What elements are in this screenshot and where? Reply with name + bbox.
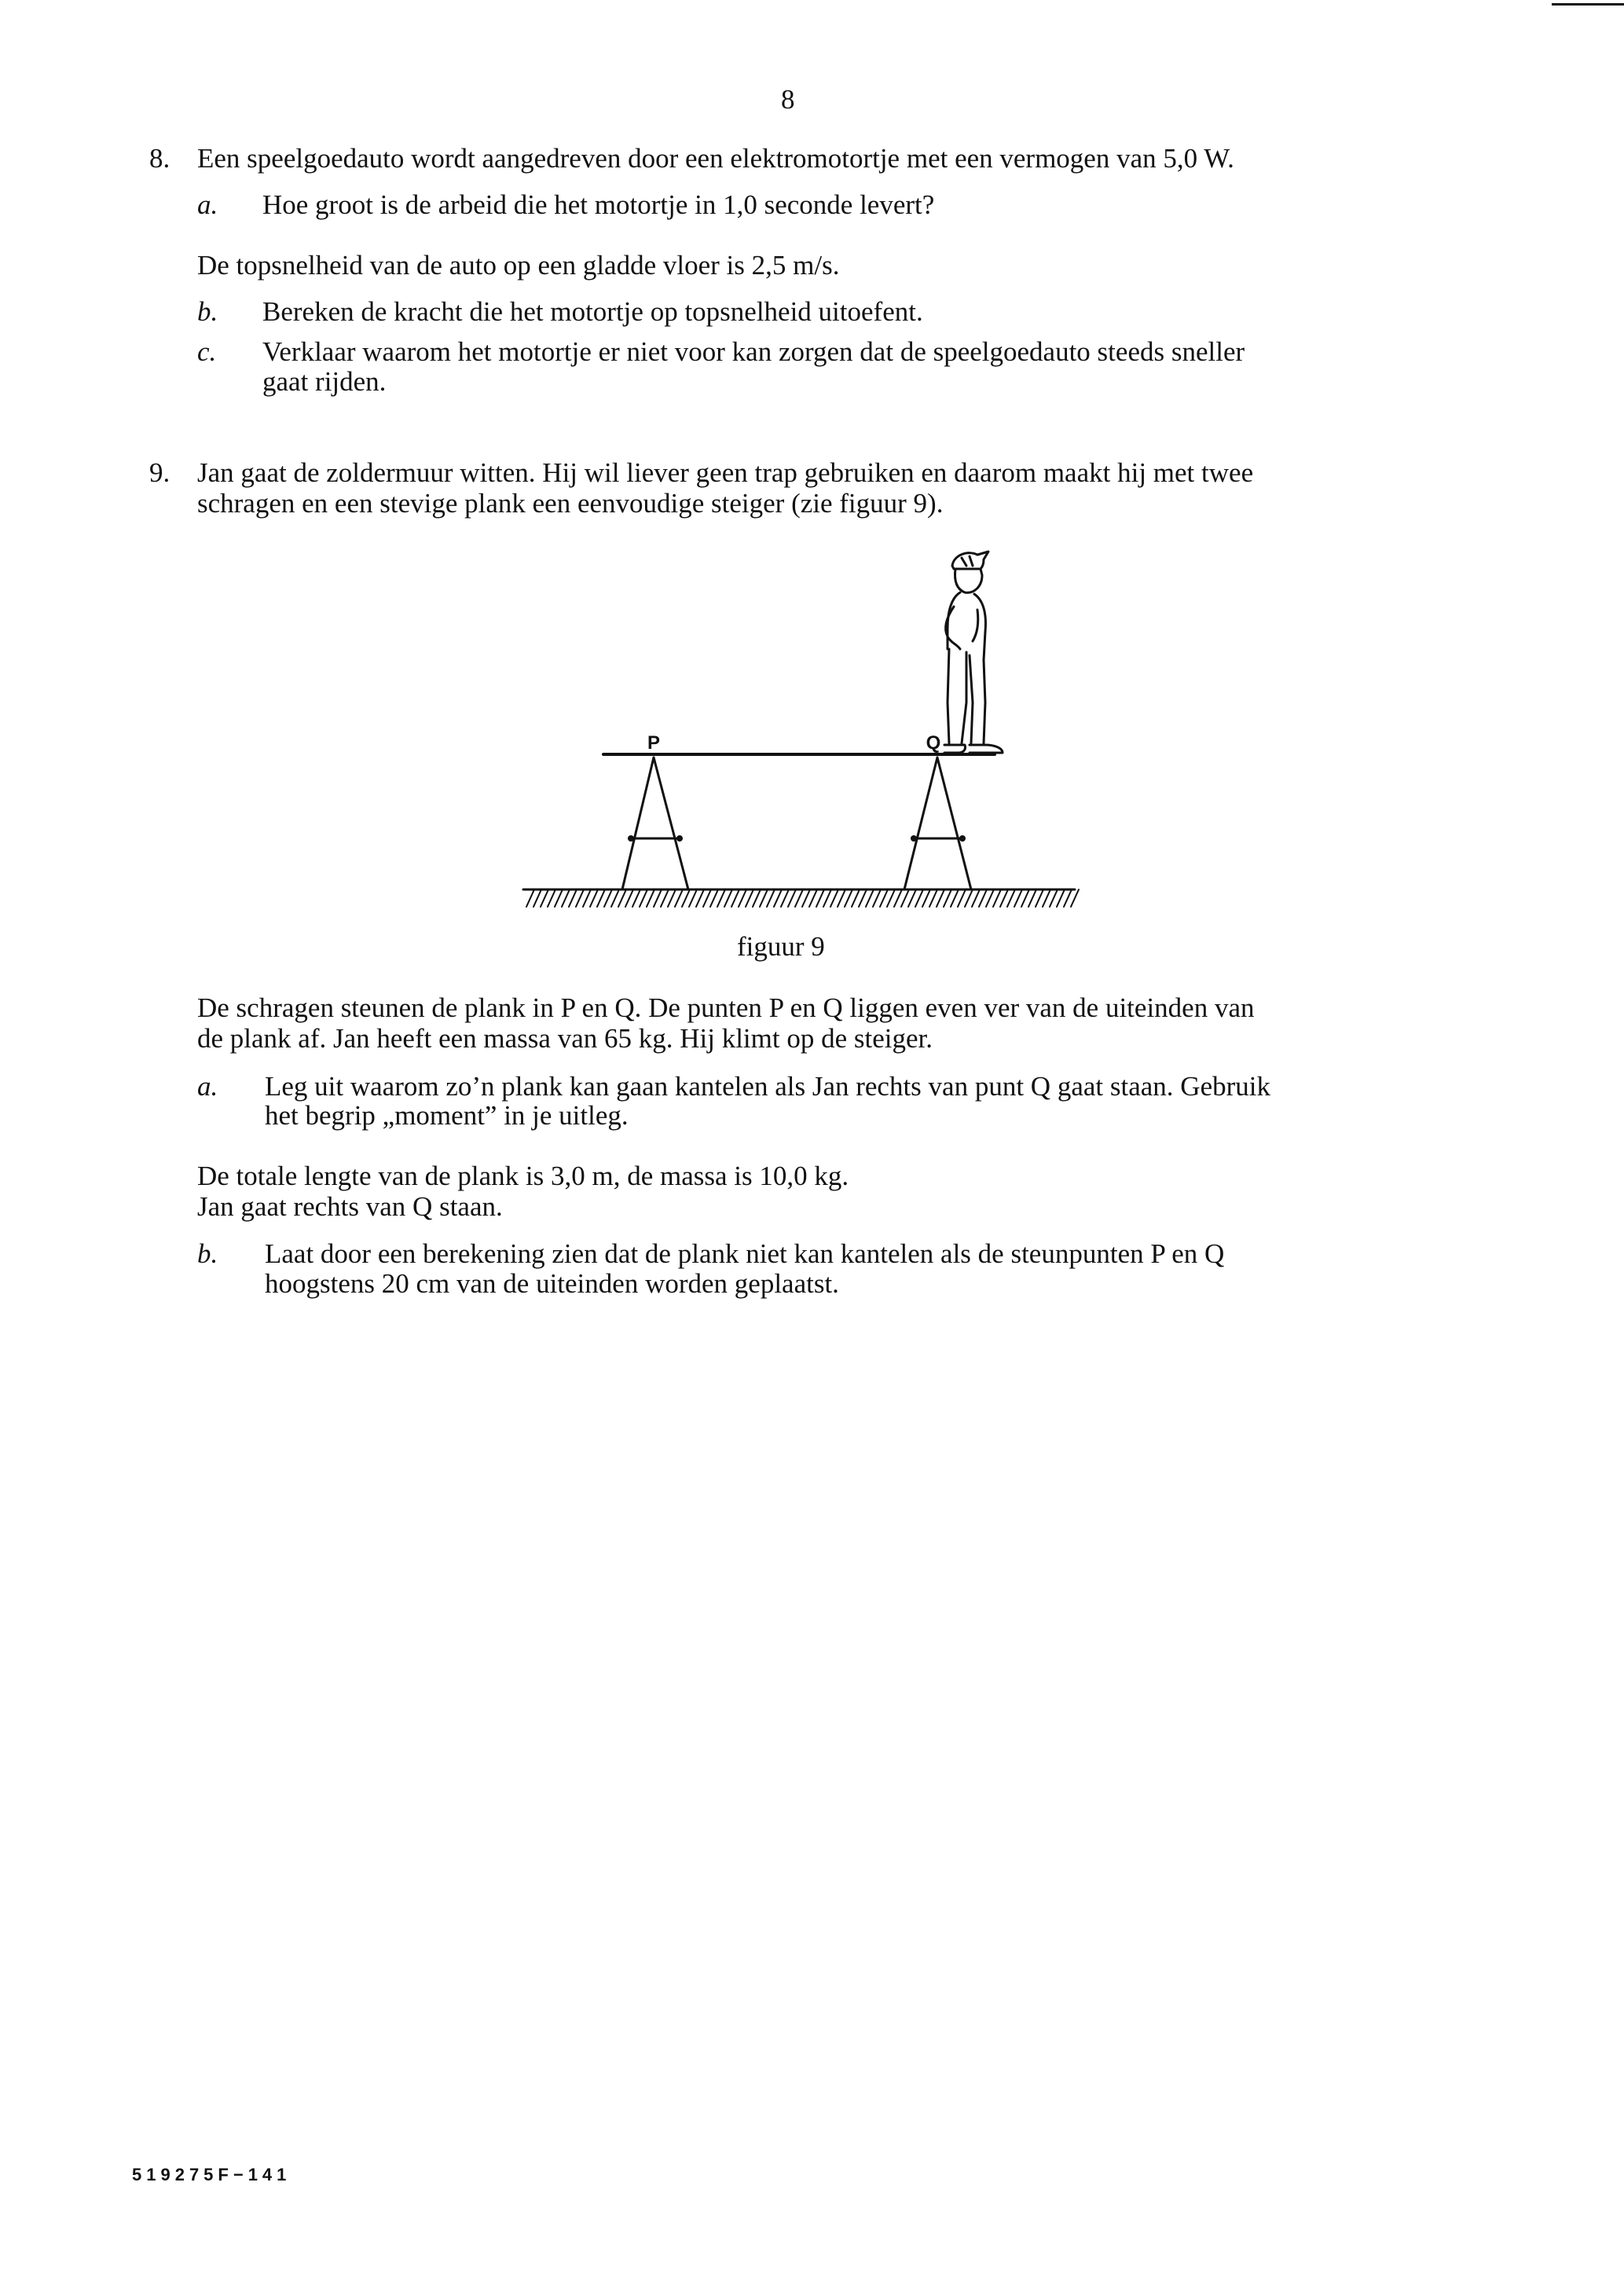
question-number: 8. <box>149 143 170 174</box>
page-number: 8 <box>781 84 795 115</box>
context2-line-1: De totale lengte van de plank is 3,0 m, de massa is 10,0 kg. <box>197 1161 849 1191</box>
part-letter: a. <box>197 189 218 220</box>
part-a-text-line-2: het begrip „moment” in je uitleg. <box>265 1100 629 1131</box>
label-p: P <box>647 732 661 754</box>
part-c-text-line-2: gaat rijden. <box>262 366 387 397</box>
trestle-q <box>904 757 971 889</box>
top-rule <box>1552 3 1624 6</box>
footer-code: 519275F−141 <box>132 2165 291 2184</box>
part-a-text-line-1: Leg uit waarom zo’n plank kan gaan kantelen als Jan rechts van punt Q gaat staan. Gebruik <box>265 1071 1270 1102</box>
part-a-text: Hoe groot is de arbeid die het motortje in 1,0 seconde levert? <box>262 189 935 220</box>
part-b-text-line-1: Laat door een berekening zien dat de plank niet kan kantelen als de steunpunten P en Q <box>265 1238 1225 1269</box>
context-text: De topsnelheid van de auto op een gladde vloer is 2,5 m/s. <box>197 250 840 281</box>
label-q: Q <box>926 732 941 754</box>
person-jan <box>944 552 1003 753</box>
context1-line-2: de plank af. Jan heeft een massa van 65 kg. Hij klimt op de steiger. <box>197 1023 933 1054</box>
trestle-p <box>622 757 688 889</box>
question-intro-line-1: Jan gaat de zoldermuur witten. Hij wil liever geen trap gebruiken en daarom maakt hij met twee <box>197 457 1254 488</box>
question-intro-line-2: schragen en een stevige plank een eenvoudige steiger (zie figuur 9). <box>197 488 944 519</box>
part-c-text-line-1: Verklaar waarom het motortje er niet voor kan zorgen dat de speelgoedauto steeds sneller <box>262 336 1245 367</box>
question-number: 9. <box>149 457 170 488</box>
part-b-text-line-2: hoogstens 20 cm van de uiteinden worden geplaatst. <box>265 1268 839 1299</box>
question-intro: Een speelgoedauto wordt aangedreven door een elektromotortje met een vermogen van 5,0 W. <box>197 143 1234 174</box>
figure-caption: figuur 9 <box>737 931 825 962</box>
part-letter: b. <box>197 296 218 327</box>
part-letter: a. <box>197 1071 218 1102</box>
context2-line-2: Jan gaat rechts van Q staan. <box>197 1191 503 1222</box>
part-b-text: Bereken de kracht die het motortje op topsnelheid uitoefent. <box>262 296 923 327</box>
figure-9-scaffold <box>503 534 1100 959</box>
part-letter: c. <box>197 336 217 367</box>
context1-line-1: De schragen steunen de plank in P en Q. De punten P en Q liggen even ver van de uiteinden van <box>197 992 1255 1023</box>
part-letter: b. <box>197 1238 218 1269</box>
